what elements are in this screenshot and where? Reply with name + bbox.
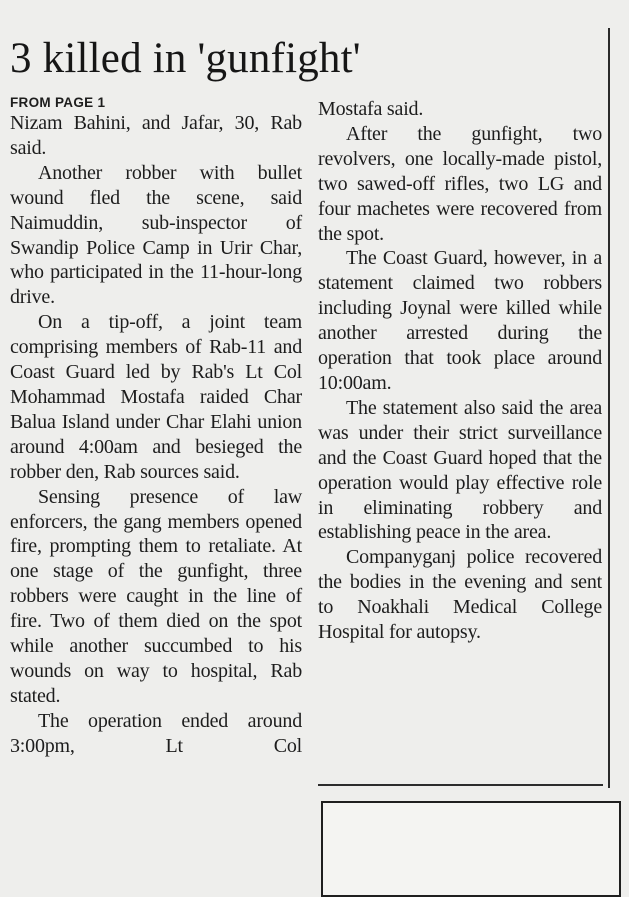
column-rule-vertical	[608, 28, 610, 788]
paragraph: The Coast Guard, however, in a statement claimed two robbers including Joynal were killed while another arrested during the operation that took place around 10:00am.	[318, 247, 602, 394]
paragraph: Sensing presence of law enforcers, the gang members opened fire, prompting them to retaliate. At one stage of the gunfight, three robbers were caught in the line of fire. Two of them died on the spot while another succumbed to his wounds on way to hospital, Rab stated.	[10, 485, 302, 707]
paragraph: Mostafa said.	[318, 98, 424, 120]
column-rule-horizontal	[318, 784, 603, 786]
paragraph: On a tip-off, a joint team comprising members of Rab-11 and Coast Guard led by Rab's Lt Col Mohammad Mostafa raided Char Balua Island under Char Elahi union around 4:00am and besieged the robber den, Rab sources said.	[10, 311, 302, 483]
article-column-right	[318, 97, 602, 645]
paragraph: Nizam Bahini, and Jafar, 30, Rab said.	[10, 112, 302, 159]
headline: 3 killed in 'gunfight'	[10, 35, 361, 82]
paragraph: Another robber with bullet wound fled the scene, said Naimuddin, sub-inspector of Swandip Police Camp in Urir Char, who participated in the 11-hour-long drive.	[10, 161, 302, 309]
paragraph: Companyganj police recovered the bodies in the evening and sent to Noakhali Medical College Hospital for autopsy.	[318, 546, 602, 644]
continuation-label: FROM PAGE 1	[10, 95, 106, 110]
paragraph: The operation ended around 3:00pm, Lt Col	[10, 709, 302, 757]
adjacent-article-box	[321, 801, 621, 897]
article-column-left	[10, 94, 302, 759]
paragraph: The statement also said the area was under their strict surveillance and the Coast Guard hoped that the operation would play effective role in eliminating robbery and establishing peace in the area.	[318, 396, 602, 544]
paragraph: After the gunfight, two revolvers, one locally-made pistol, two sawed-off rifles, two LG and four machetes were recovered from the spot.	[318, 122, 602, 245]
